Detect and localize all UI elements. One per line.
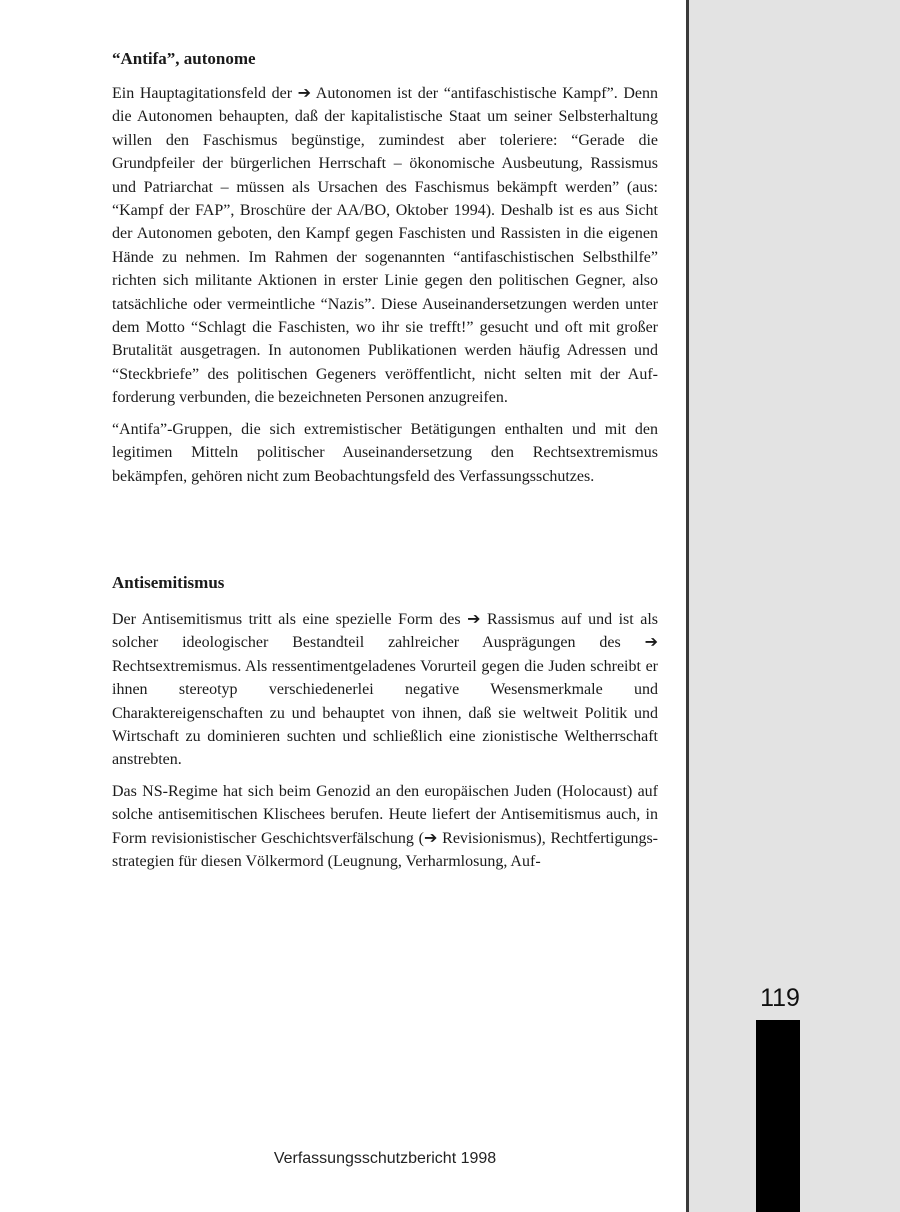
page-number: 119: [760, 984, 800, 1012]
paragraph-antifa-2: “Antifa”-Gruppen, die sich extremistischer Betätigungen enthalten und mit den legitimen Mitteln politischer Auseinandersetzung den Rechtsextremismus bekämpfen, gehören nicht zum Beobachtungsfeld des Verfassungsschutzes.: [112, 420, 658, 485]
section-heading-antisemitismus: Antisemitismus: [112, 572, 225, 592]
page-footer: Verfassungsschutzbericht 1998: [273, 1150, 497, 1167]
thumb-index-bar: [756, 1020, 800, 1212]
paragraph-antisemitismus-2: Das NS-Regime hat sich beim Genozid an den europäischen Juden (Holocaust) auf solche antisemitischen Klischees berufen. Heute liefert der Antisemitismus auch, in Form revisionistischer Geschichtsverfälschung (➔ Revisionismus), Rechtfertigungsstrategien für diesen Völkermord (Leugnung, Verharmlosung, Auf-: [112, 782, 658, 870]
page-content: [112, 48, 658, 873]
section-heading-antifa: “Antifa”, autonome: [112, 49, 256, 68]
paragraph-antifa-1: Ein Hauptagitationsfeld der ➔ Autonomen ist der “antifaschistische Kampf”. Denn die Autonomen behaupten, daß der kapitalistische Staat um seiner Selbsterhaltung willen den Faschismus begünstige, zumindest aber toleriere: “Gerade die Grundpfeiler der bürgerlichen Herrschaft – ökonomische Ausbeutung, Rassismus und Patriarchat – müssen als Ursachen des Faschismus bekämpft werden” (aus: “Kampf der FAP”, Broschüre der AA/BO, Oktober 1994). Deshalb ist es aus Sicht der Autonomen geboten, den Kampf gegen Faschisten und Rassisten in die eigenen Hände zu nehmen. Im Rahmen der sogenannten “antifaschistischen Selbsthilfe” richten sich militante Aktionen in erster Linie gegen den politischen Gegner, also tatsächliche oder vermeintliche “Nazis”. Diese Auseinandersetzungen werden unter dem Motto “Schlagt die Faschisten, wo ihr sie trefft!” gesucht und oft mit großer Brutalität ausgetragen. In autonomen Publikationen werden häufig Adressen und “Steckbriefe” des politischen Gegeners veröffentlicht, nicht selten mit der Aufforderung verbunden, die bezeichneten Personen anzugreifen.: [112, 85, 658, 407]
paragraph-antisemitismus-1: Der Antisemitismus tritt als eine spezielle Form des ➔ Rassismus auf und ist als solcher ideologischer Bestandteil zahlreicher Ausprägungen des ➔ Rechtsextremismus. Als ressentimentgeladenes Vorurteil gegen die Juden schreibt er ihnen stereotyp verschiedenerlei negative Wesensmerkmale und Charaktereigenschaften zu und behauptet von ihnen, daß sie weltweit Politik und Wirtschaft zu dominieren suchten und schließlich eine zionistische Weltherrschaft anstrebten.: [112, 610, 658, 769]
